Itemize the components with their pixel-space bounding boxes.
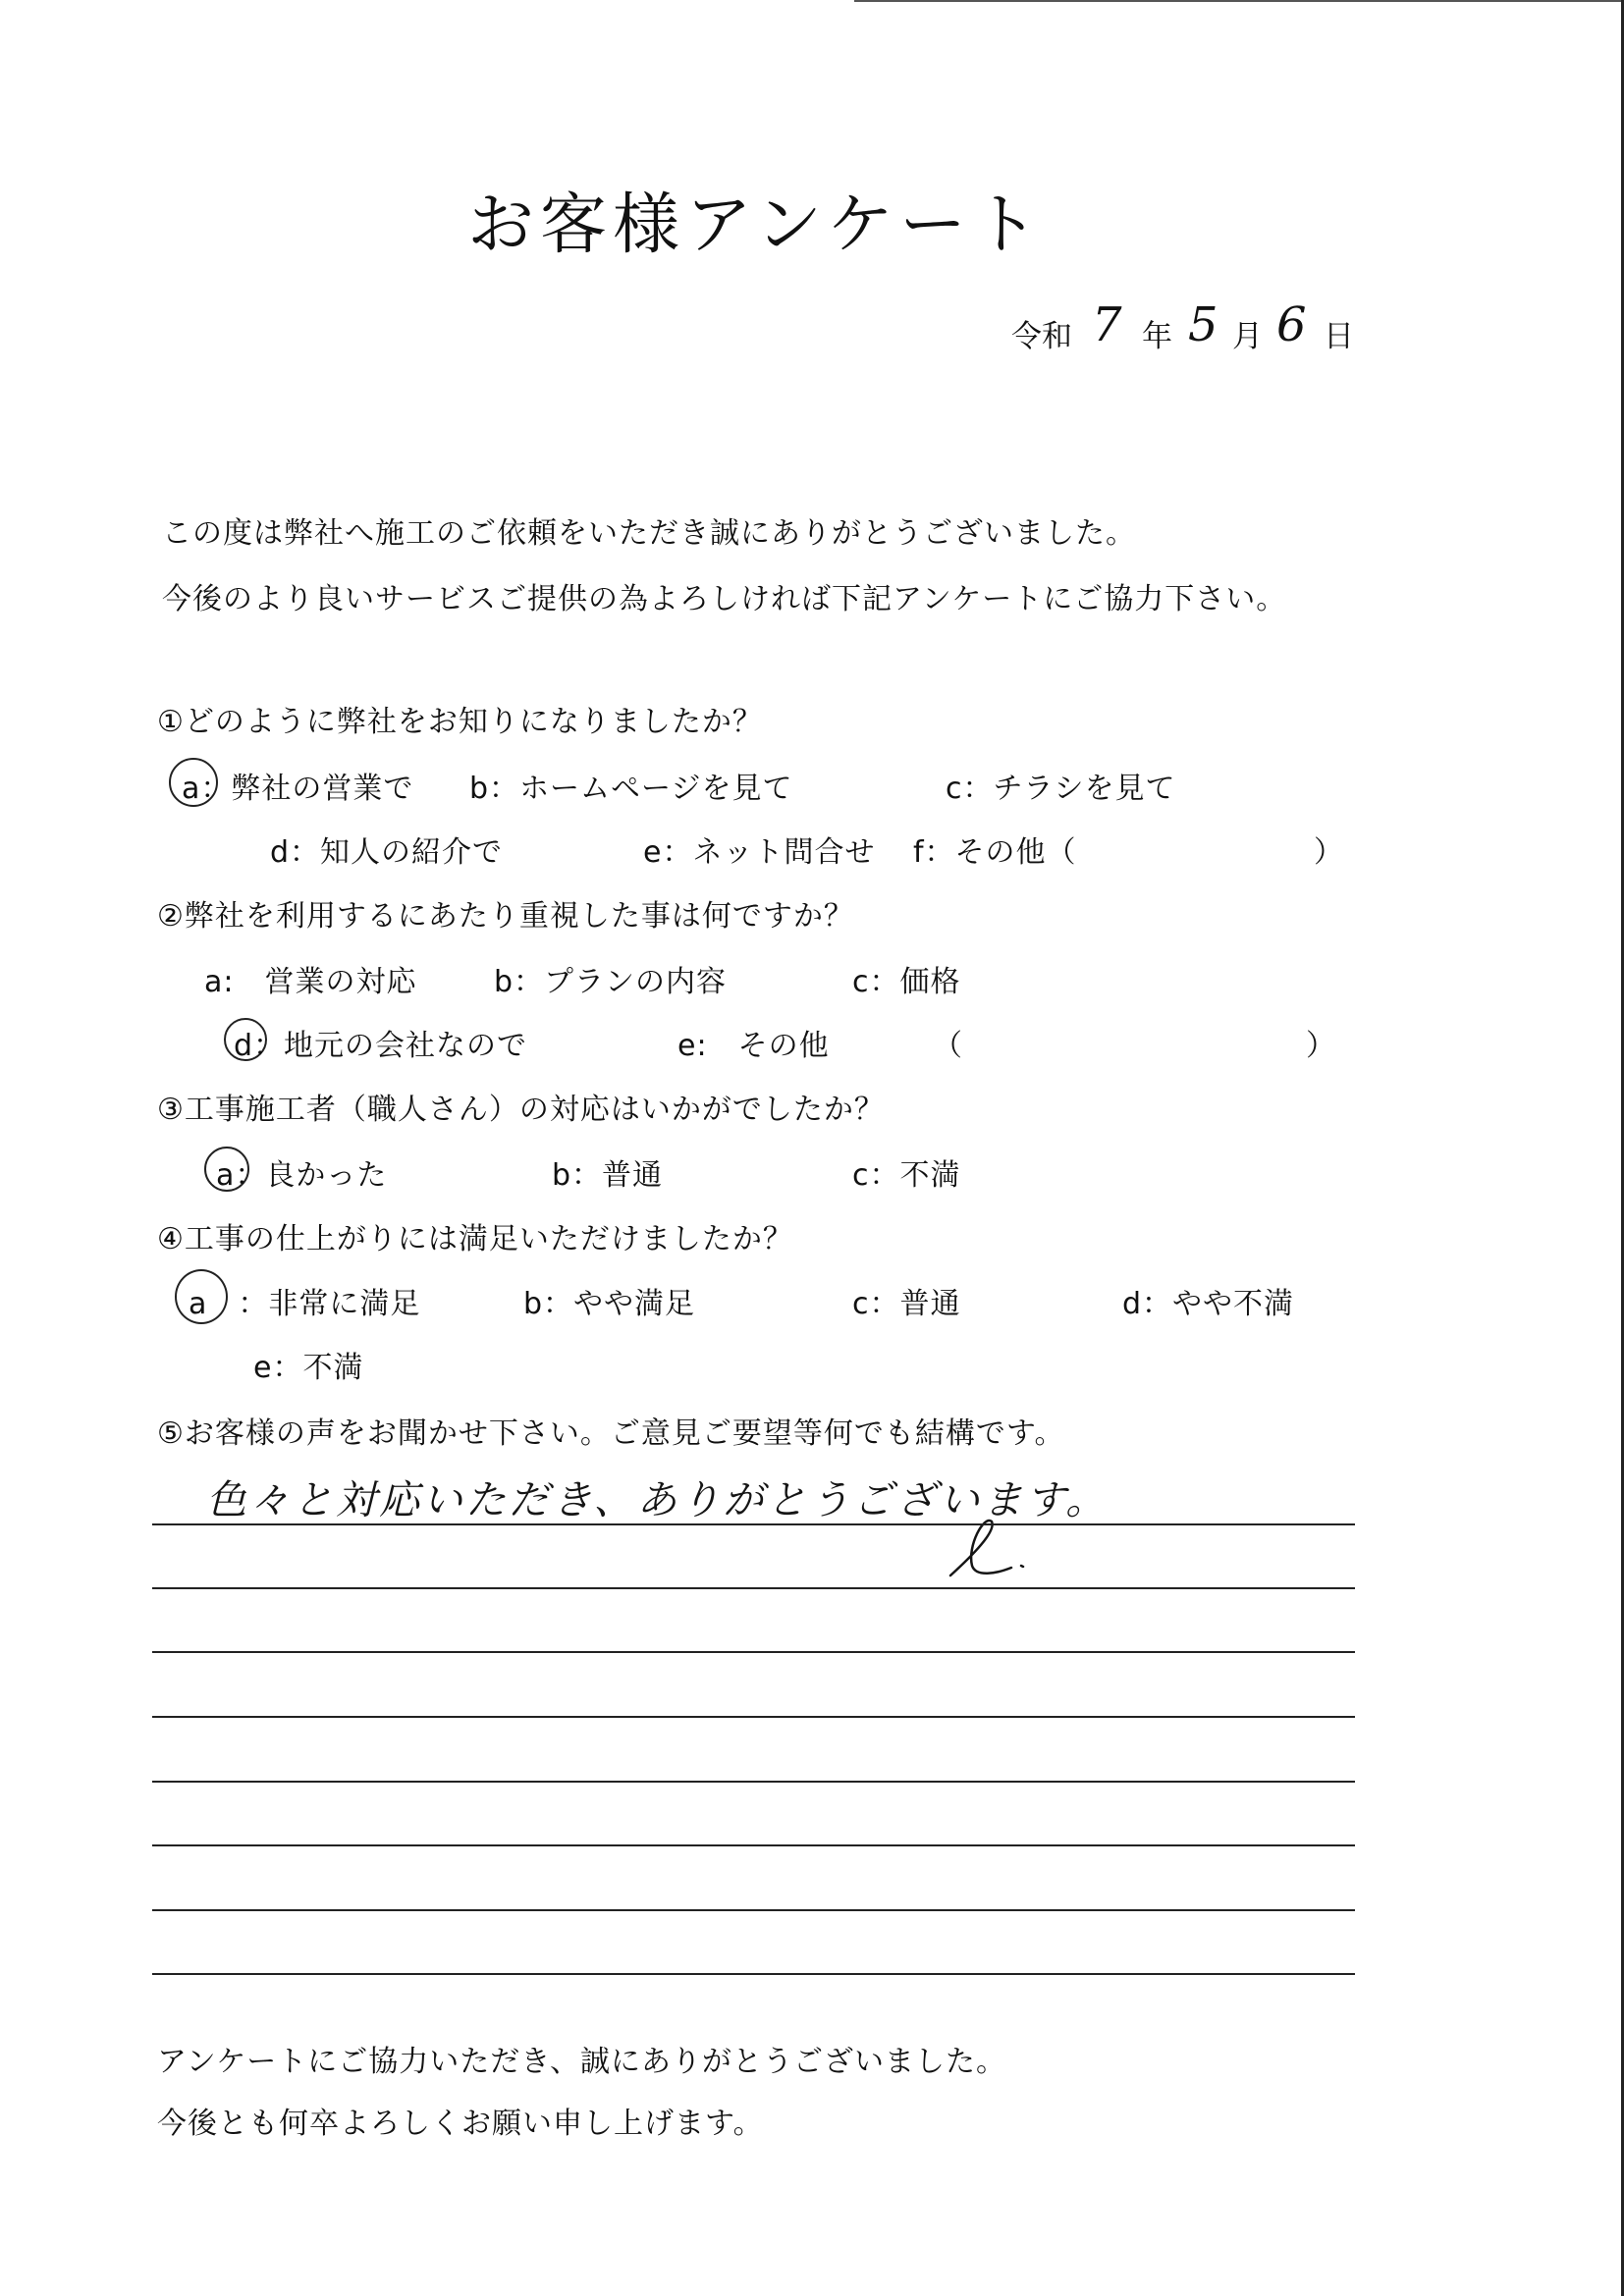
closing-line-1: アンケートにご協力いただき、誠にありがとうございました。: [157, 2045, 1006, 2079]
page-title: お客様アンケート: [467, 187, 1045, 264]
q2-option-c[interactable]: c：価格: [852, 965, 961, 999]
answer-line-6: [152, 1844, 1355, 1846]
date-month-unit: 月: [1232, 319, 1263, 354]
q2-option-d[interactable]: d：地元の会社なので: [234, 1029, 528, 1063]
q1-option-f-close: ）: [1314, 835, 1344, 870]
q2-option-b[interactable]: b：プランの内容: [494, 965, 728, 999]
answer-line-7: [152, 1909, 1355, 1911]
intro-line-1: この度は弊社へ施工のご依頼をいただき誠にありがとうございました。: [162, 516, 1136, 551]
closing-line-2: 今後とも何卒よろしくお願い申し上げます。: [157, 2107, 764, 2141]
q1-option-f[interactable]: f：その他（: [913, 835, 1077, 870]
q2-option-a[interactable]: a: 営業の対応: [204, 965, 417, 999]
q2-option-e[interactable]: e: その他: [677, 1029, 830, 1063]
q4-option-e[interactable]: e：不満: [253, 1351, 364, 1385]
q4-option-c[interactable]: c：普通: [852, 1287, 961, 1321]
q1-option-e[interactable]: e：ネット問合せ: [643, 835, 876, 870]
date-month: 5: [1188, 297, 1218, 352]
q1-question: ①どのように弊社をお知りになりましたか？: [157, 705, 763, 739]
q2-option-e-open: （: [933, 1029, 963, 1063]
q1-option-b[interactable]: b：ホームページを見て: [469, 772, 793, 806]
q4-option-b[interactable]: b：やや満足: [523, 1287, 696, 1321]
q4-option-a[interactable]: a ：非常に満足: [189, 1287, 421, 1321]
q5-handwritten-answer: 色々と対応いただき、ありがとうございます。: [206, 1476, 1110, 1523]
intro-line-2: 今後のより良いサービスご提供の為よろしければ下記アンケートにご協力下さい。: [162, 582, 1287, 616]
answer-line-1: [152, 1523, 1355, 1525]
q2-option-e-close: ）: [1306, 1029, 1336, 1063]
q5-question: ⑤お客様の声をお聞かせ下さい。ご意見ご要望等何でも結構です。: [157, 1416, 1065, 1451]
handwritten-signature-mark: [943, 1517, 1051, 1585]
answer-line-2: [152, 1587, 1355, 1589]
q4-question: ④工事の仕上がりには満足いただけましたか？: [157, 1222, 793, 1256]
q3-option-b[interactable]: b：普通: [552, 1158, 664, 1193]
q1-option-a[interactable]: a：弊社の営業で: [182, 772, 414, 806]
scan-top-edge: [854, 0, 1624, 2]
answer-line-5: [152, 1781, 1355, 1783]
date-day-unit: 日: [1324, 319, 1354, 354]
q4-option-d[interactable]: d：やや不満: [1122, 1287, 1295, 1321]
date-year-unit: 年: [1142, 319, 1172, 354]
date-day: 6: [1276, 297, 1307, 352]
q1-option-c[interactable]: c：チラシを見て: [946, 772, 1176, 806]
answer-line-4: [152, 1716, 1355, 1718]
q2-question: ②弊社を利用するにあたり重視した事は何ですか？: [157, 899, 854, 934]
answer-line-8: [152, 1973, 1355, 1975]
q3-question: ③工事施工者（職人さん）の対応はいかがでしたか？: [157, 1093, 885, 1127]
answer-line-3: [152, 1651, 1355, 1653]
q3-option-a[interactable]: a：良かった: [216, 1158, 388, 1193]
q3-option-c[interactable]: c：不満: [852, 1158, 961, 1193]
date-era: 令和: [1011, 319, 1072, 354]
q1-option-d[interactable]: d：知人の紹介で: [270, 835, 504, 870]
date-year: 7: [1092, 297, 1122, 352]
